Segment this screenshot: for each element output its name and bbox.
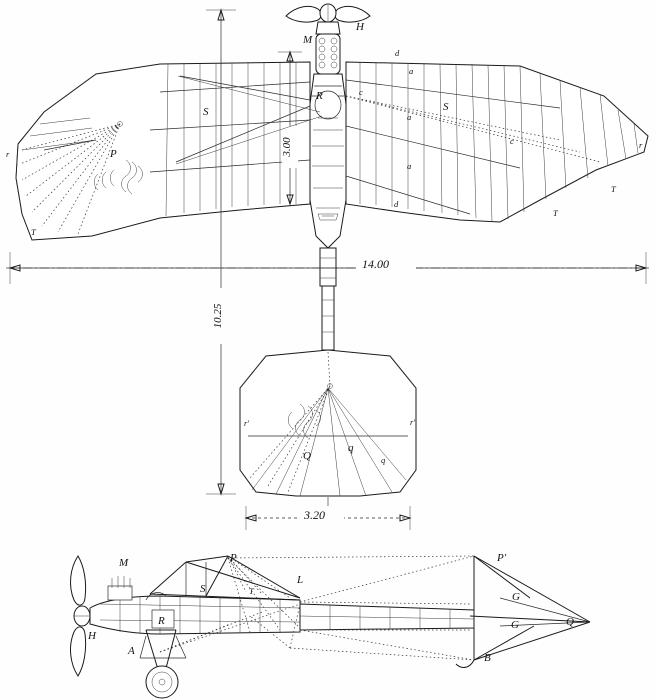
label-d-1: d xyxy=(395,48,400,58)
label-T-right-1: T xyxy=(553,208,558,218)
label-H-side: H xyxy=(88,630,96,642)
tailplane-plan xyxy=(240,350,416,496)
label-r-prime-right: r' xyxy=(410,417,416,427)
label-d-2: d xyxy=(394,199,399,209)
engine-plan xyxy=(316,22,340,74)
label-T-left: T xyxy=(31,227,36,237)
dimension-fuselage-width-label: 3.00 xyxy=(281,137,293,157)
left-wing-plan xyxy=(16,62,310,240)
label-M-side: M xyxy=(119,557,129,569)
label-c-2: c xyxy=(510,136,514,146)
label-r-right: r xyxy=(639,140,643,150)
label-P-side: P xyxy=(230,552,237,564)
tail-boom-side xyxy=(300,604,474,630)
label-q-1: q xyxy=(348,442,354,454)
label-A-side: A xyxy=(128,645,135,657)
plan-view xyxy=(6,4,650,530)
propeller-plan xyxy=(286,4,370,22)
right-wing-plan xyxy=(346,62,648,222)
label-S-right: S xyxy=(443,101,449,113)
label-H-plan: H xyxy=(356,21,364,33)
label-T-side: T xyxy=(249,586,254,596)
label-G-upper: G xyxy=(512,591,520,603)
label-Q-side: Q xyxy=(566,616,574,628)
label-r-prime-left: r' xyxy=(244,418,250,428)
label-L-side: L xyxy=(297,574,304,586)
fuselage-side xyxy=(90,576,300,634)
label-R-side: R xyxy=(158,615,165,627)
side-view xyxy=(71,552,590,698)
label-a-3: a xyxy=(407,161,412,171)
propeller-side xyxy=(71,556,92,676)
label-r-left: r xyxy=(6,149,10,159)
dimension-tail-span xyxy=(246,506,410,530)
label-P-prime-side: P' xyxy=(497,552,507,564)
label-B-side: B xyxy=(484,652,491,664)
label-Q-plan: Q xyxy=(303,450,311,462)
label-G-lower: G xyxy=(511,619,519,631)
label-S-left: S xyxy=(203,106,209,118)
label-S-side: S xyxy=(200,583,206,595)
label-R-plan: R xyxy=(316,90,323,102)
label-c-1: c xyxy=(359,87,363,97)
label-a-2: a xyxy=(407,112,412,122)
dimension-tail-span-label: 3.20 xyxy=(304,508,325,522)
undercarriage-side xyxy=(140,630,186,698)
label-P-plan: P xyxy=(110,148,117,160)
fuselage-plan xyxy=(310,74,346,350)
dimension-span-label: 14.00 xyxy=(362,257,389,271)
label-T-right-2: T xyxy=(611,184,616,194)
label-q-2: q xyxy=(381,455,386,465)
dimension-length-label: 10.25 xyxy=(212,303,224,329)
label-a-1: a xyxy=(409,66,414,76)
label-M-plan: M xyxy=(303,34,313,46)
